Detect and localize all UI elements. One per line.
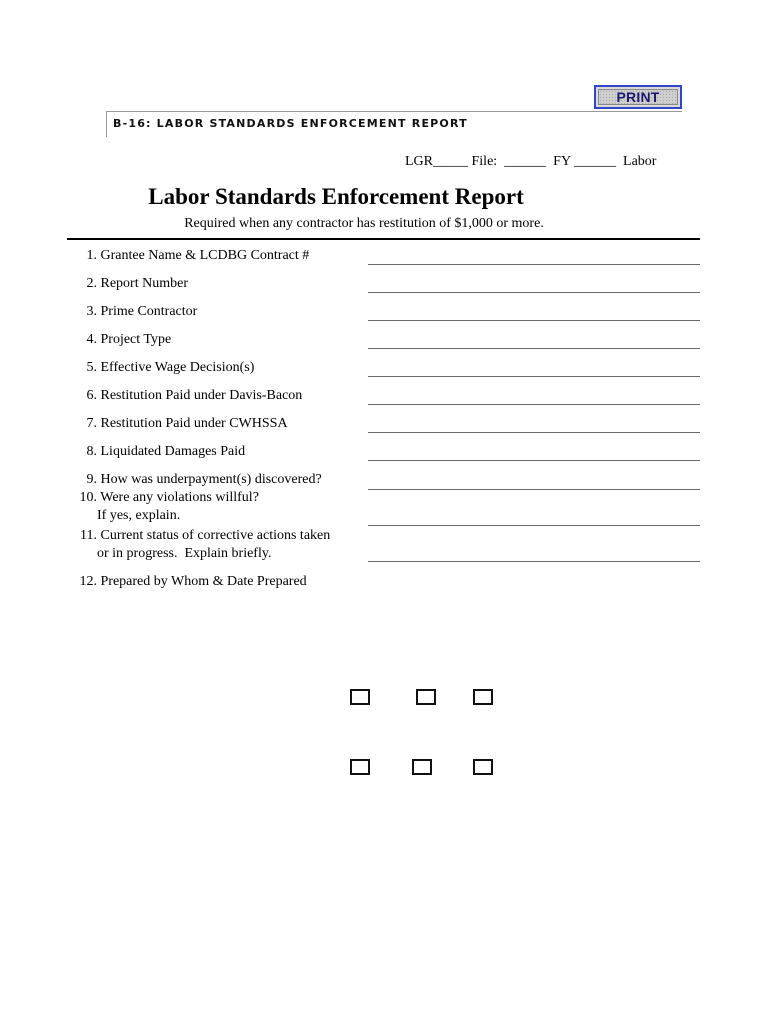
- print-button[interactable]: [594, 85, 682, 109]
- item-willful-explain: If yes, explain.: [97, 508, 181, 523]
- checkbox-row2-b[interactable]: [412, 759, 432, 775]
- item-grantee-name: 1. Grantee Name & LCDBG Contract #: [86, 248, 310, 263]
- checkbox-row1-b[interactable]: [416, 689, 436, 705]
- page-title: Labor Standards Enforcement Report: [148, 184, 524, 209]
- item-report-number: 2. Report Number: [86, 276, 188, 291]
- header-rule: [106, 111, 682, 112]
- item-restitution-davis-bacon: 6. Restitution Paid under Davis-Bacon: [86, 388, 303, 403]
- underpayment-discovery-field[interactable]: [368, 489, 700, 490]
- wage-decision-field[interactable]: [368, 376, 700, 377]
- file-reference-line: LGR_____ File: ______ FY ______ Labor: [405, 154, 657, 169]
- item-restitution-cwhssa: 7. Restitution Paid under CWHSSA: [86, 416, 288, 431]
- item-corrective-explain: or in progress. Explain briefly.: [97, 546, 272, 561]
- restitution-cwhssa-field[interactable]: [368, 432, 700, 433]
- print-button-label: PRINT: [598, 89, 678, 105]
- item-prime-contractor: 3. Prime Contractor: [86, 304, 198, 319]
- prime-contractor-field[interactable]: [368, 320, 700, 321]
- item-liquidated-damages: 8. Liquidated Damages Paid: [86, 444, 246, 459]
- item-prepared-by: 12. Prepared by Whom & Date Prepared: [79, 574, 307, 589]
- checkbox-row1-c[interactable]: [473, 689, 493, 705]
- report-number-field[interactable]: [368, 292, 700, 293]
- form-code: B-16: LABOR STANDARDS ENFORCEMENT REPORT: [113, 117, 468, 130]
- willful-violations-field[interactable]: [368, 525, 700, 526]
- item-corrective-actions: 11. Current status of corrective actions taken: [80, 528, 331, 543]
- project-type-field[interactable]: [368, 348, 700, 349]
- item-wage-decision: 5. Effective Wage Decision(s): [86, 360, 255, 375]
- item-project-type: 4. Project Type: [86, 332, 172, 347]
- grantee-name-field[interactable]: [368, 264, 700, 265]
- page-subtitle: Required when any contractor has restitution of $1,000 or more.: [184, 216, 544, 231]
- item-underpayment-discovery: 9. How was underpayment(s) discovered?: [86, 472, 322, 487]
- restitution-davis-bacon-field[interactable]: [368, 404, 700, 405]
- item-willful-violations: 10. Were any violations willful?: [79, 490, 259, 505]
- title-divider: [67, 238, 700, 240]
- checkbox-row2-c[interactable]: [473, 759, 493, 775]
- liquidated-damages-field[interactable]: [368, 460, 700, 461]
- checkbox-row2-a[interactable]: [350, 759, 370, 775]
- corrective-actions-field[interactable]: [368, 561, 700, 562]
- checkbox-row1-a[interactable]: [350, 689, 370, 705]
- header-rule-left: [106, 111, 107, 137]
